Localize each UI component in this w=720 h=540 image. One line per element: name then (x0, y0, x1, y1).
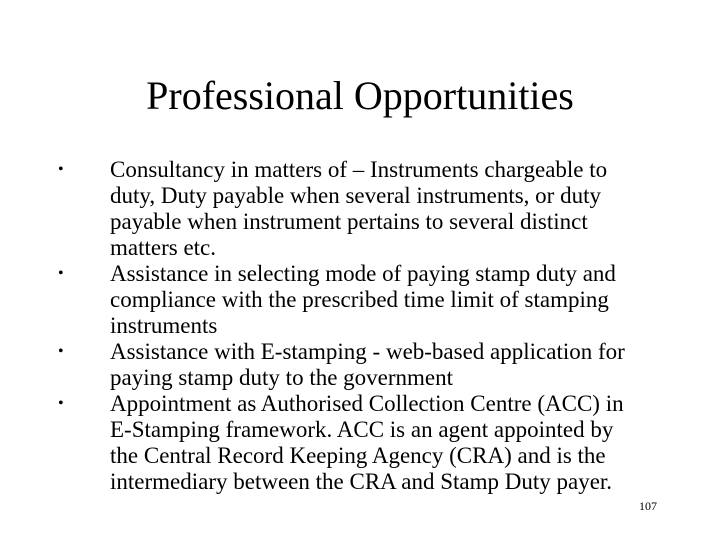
bullet-line: paying stamp duty to the government (110, 365, 454, 390)
bullet-line: Assistance with E-stamping - web-based application for (110, 339, 625, 364)
bullet-line: matters etc. (110, 235, 217, 260)
bullet-line: Appointment as Authorised Collection Centre (ACC) in (110, 391, 624, 416)
bullet-line: intermediary between the CRA and Stamp Duty payer. (110, 469, 613, 494)
bullet-line: payable when instrument pertains to several distinct (110, 209, 588, 234)
bullet-line: Assistance in selecting mode of paying stamp duty and (110, 261, 616, 286)
bullet-item-acc (0, 391, 720, 495)
bullet-icon: • (58, 265, 64, 282)
bullet-line: E-Stamping framework. ACC is an agent appointed by (110, 417, 614, 442)
bullet-line: the Central Record Keeping Agency (CRA) and is the (110, 443, 606, 468)
slide-title: Professional Opportunities (146, 73, 574, 118)
bullet-text (110, 339, 670, 391)
bullet-text (110, 157, 670, 261)
bullet-icon: • (58, 395, 64, 412)
bullet-line: instruments (110, 313, 218, 338)
bullet-line: Consultancy in matters of – Instruments chargeable to (110, 157, 608, 182)
bullet-line: compliance with the prescribed time limit of stamping (110, 287, 609, 312)
bullet-text (110, 261, 670, 339)
bullet-item-mode-of-payment (0, 261, 720, 339)
bullet-icon: • (58, 161, 64, 178)
bullet-list (0, 157, 720, 495)
bullet-item-consultancy (0, 157, 720, 261)
page-number: 107 (639, 499, 657, 513)
bullet-text (110, 391, 670, 495)
bullet-item-e-stamping (0, 339, 720, 391)
bullet-line: duty, Duty payable when several instruments, or duty (110, 183, 601, 208)
bullet-icon: • (58, 343, 64, 360)
